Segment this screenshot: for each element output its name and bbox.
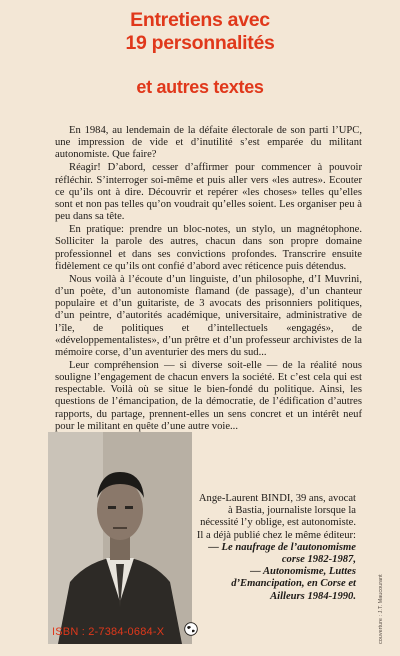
blurb-paragraph: Réagir! D’abord, cesser d’affirmer pour commencer à pouvoir réfléchir. S’interroger soi-même et puis aller vers «les autres». Ecouter ce qu’ils ont à dire. Découvrir et repérer «les choses» telles qu’elles sont et non pas telles qu’on voudrait qu’elles soient. Les organiser peu à peu dans sa tête.	[55, 162, 362, 223]
blurb-paragraph: Leur compréhension — si diverse soit-elle — de la réalité nous souligne l’engagement de chacun envers la société. Et c’est cela qui est respectable. Voilà où se situe le bien-fondé du politique. Ainsi, les questions de l’émancipation, de la démocratie, de l’édification d’autres rapports, du partage, prennent-elles un sens concret et un intérêt neuf pour le militant en quête d’une autre voie...	[55, 359, 362, 432]
bio-book-1: — Le naufrage de l’autonomisme corse 1982-1987,	[208, 541, 356, 566]
blurb-paragraph: Nous voilà à l’écoute d’un linguiste, d’un philosophe, d’I Muvrini, d’un poète, d’un autonomiste flamand (de passage), d’un chanteur populaire et d’un guitariste, de 3 avocats des prisonniers politiques, d’un peintre, d’autorités académique, universitaire, administrative de l’île, de politiques et d’intellectuels «engagés», de «développementalistes», d’un prêtre et d’un professeur archivistes de la mémoire corse, d’un aventurier des mers du sud...	[55, 273, 362, 358]
cover-credit: couverture : J.T. Maucourant	[378, 574, 384, 644]
blurb-paragraph: En 1984, au lendemain de la défaite électorale de son parti l’UPC, une impression de vide et d’inutilité s’est emparée du militant autonomiste. Que faire?	[55, 125, 362, 161]
bio-text: Ange-Laurent BINDI, 39 ans, avocat à Bastia, journaliste lorsque la nécessité l’y oblige, est autonomiste. Il a déjà publié chez le même éditeur:	[196, 493, 356, 541]
author-portrait-icon	[48, 432, 192, 644]
title-line-2: 19 personnalités	[125, 32, 275, 54]
title-line-3: et autres textes	[136, 77, 264, 97]
bio-book-2: — Autonomisme, Luttes d’Emancipation, en Corse et Ailleurs 1984-1990.	[231, 566, 356, 602]
author-photo	[48, 432, 192, 644]
isbn: ISBN : 2-7384-0684-X	[52, 626, 165, 638]
author-bio	[196, 493, 356, 603]
publisher-globe-icon	[184, 622, 198, 636]
blurb-text	[55, 125, 362, 434]
title-line-1: Entretiens avec	[130, 9, 270, 31]
blurb-paragraph: En pratique: prendre un bloc-notes, un stylo, un magnétophone. Solliciter la parole des autres, chacun dans son propre domaine professionnel et dans ses convictions profondes. Transcrire ensuite fidèlement ce qu’ils ont confié d’abord avec réticence puis détendus.	[55, 224, 362, 272]
